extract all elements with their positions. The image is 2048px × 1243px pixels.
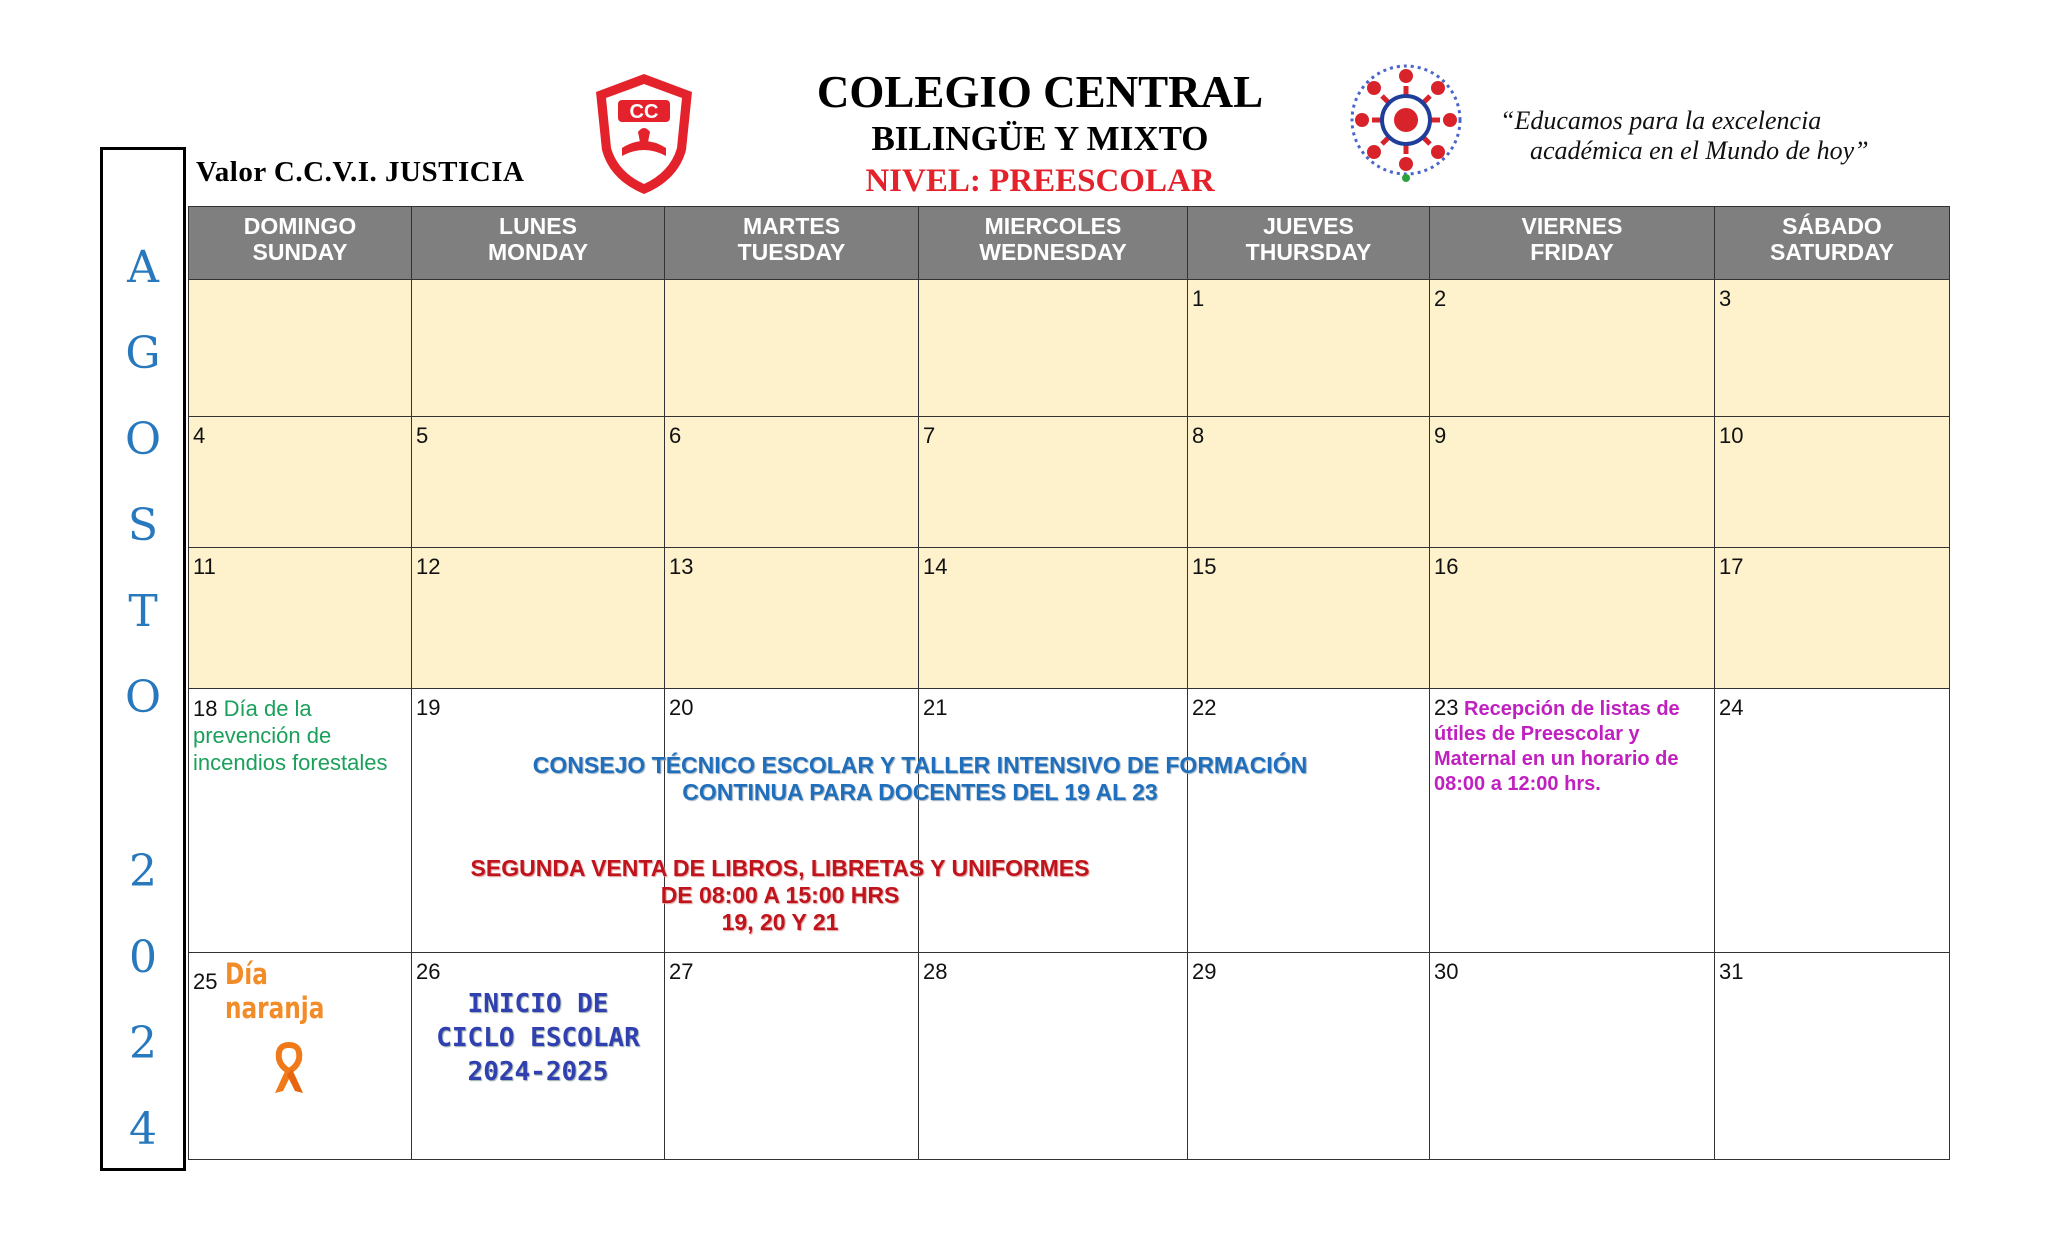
day-number: 6 xyxy=(669,423,682,448)
day-number: 22 xyxy=(1192,695,1217,720)
month-letter: T xyxy=(128,586,158,637)
school-motto xyxy=(1500,106,1960,166)
day-cell xyxy=(1430,280,1715,417)
day-number: 4 xyxy=(193,423,206,448)
day-number: 1 xyxy=(1192,286,1205,311)
year-digit: 2 xyxy=(129,846,157,897)
day-cell xyxy=(188,689,412,953)
month-letter: O xyxy=(124,414,162,465)
day-cell xyxy=(1430,417,1715,548)
day-cell xyxy=(412,953,665,1160)
day-number: 5 xyxy=(416,423,429,448)
day-cell xyxy=(412,417,665,548)
event-consejo-tecnico: CONSEJO TÉCNICO ESCOLAR Y TALLER INTENSIVO DE FORMACIÓN CONTINUA PARA DOCENTES DEL 19 AL 23 xyxy=(532,752,1308,805)
day-number: 8 xyxy=(1192,423,1205,448)
day-number: 3 xyxy=(1719,286,1732,311)
event-dia-naranja: Día naranja xyxy=(225,957,325,1025)
day-number: 13 xyxy=(669,554,694,579)
day-cell xyxy=(1188,953,1430,1160)
day-number: 21 xyxy=(923,695,948,720)
day-cell xyxy=(1188,417,1430,548)
event-school-year-start: INICIO DE CICLO ESCOLAR 2024-2025 xyxy=(436,989,640,1087)
day-cell xyxy=(1188,548,1430,689)
weekday-header: VIERNES FRIDAY xyxy=(1430,206,1715,280)
day-number: 19 xyxy=(416,695,441,720)
school-title-block xyxy=(780,66,1300,202)
day-number: 25 xyxy=(193,969,218,994)
day-cell xyxy=(412,280,665,417)
day-cell xyxy=(1188,280,1430,417)
day-cell xyxy=(919,953,1188,1160)
day-cell xyxy=(665,280,919,417)
day-cell xyxy=(919,548,1188,689)
month-letter: O xyxy=(124,672,162,723)
day-cell xyxy=(665,953,919,1160)
day-cell xyxy=(1430,548,1715,689)
event-segunda-venta: SEGUNDA VENTA DE LIBROS, LIBRETAS Y UNIFORMES DE 08:00 A 15:00 HRS 19, 20 Y 21 xyxy=(470,855,1090,935)
weekday-header: MARTES TUESDAY xyxy=(665,206,919,280)
school-level: NIVEL: PREESCOLAR xyxy=(865,163,1215,199)
day-cell xyxy=(919,417,1188,548)
day-cell xyxy=(188,548,412,689)
day-cell xyxy=(1715,548,1950,689)
day-cell xyxy=(1715,280,1950,417)
weekday-header: LUNES MONDAY xyxy=(412,206,665,280)
day-cell xyxy=(1715,689,1950,953)
day-number: 27 xyxy=(669,959,694,984)
year-digit: 0 xyxy=(129,932,157,983)
weekday-header: SÁBADO SATURDAY xyxy=(1715,206,1950,280)
day-cell xyxy=(919,280,1188,417)
day-number: 12 xyxy=(416,554,441,579)
svg-text:CC: CC xyxy=(629,101,659,123)
month-vertical-label xyxy=(100,147,186,1171)
day-cell xyxy=(412,548,665,689)
day-number: 17 xyxy=(1719,554,1744,579)
week-row xyxy=(188,280,1950,417)
school-shield-logo xyxy=(588,70,700,198)
month-letter: G xyxy=(125,328,161,379)
day-number: 31 xyxy=(1719,959,1744,984)
week-row xyxy=(188,417,1950,548)
weekday-header: MIERCOLES WEDNESDAY xyxy=(919,206,1188,280)
gear-seal-logo xyxy=(1338,56,1474,184)
orange-ribbon-icon xyxy=(269,1041,309,1097)
day-number: 11 xyxy=(193,554,216,579)
motto-line-2: académica en el Mundo de hoy” xyxy=(1530,136,1869,165)
day-number: 18 xyxy=(193,696,218,721)
day-number: 30 xyxy=(1434,959,1459,984)
month-letter: S xyxy=(127,500,159,551)
day-number: 14 xyxy=(923,554,948,579)
year-digit: 4 xyxy=(129,1104,157,1155)
day-number: 16 xyxy=(1434,554,1459,579)
day-number: 7 xyxy=(923,423,936,448)
day-number: 2 xyxy=(1434,286,1447,311)
day-cell xyxy=(1430,953,1715,1160)
day-number: 15 xyxy=(1192,554,1217,579)
school-name: COLEGIO CENTRAL xyxy=(816,67,1264,117)
year-digit: 2 xyxy=(129,1018,157,1069)
event-forest-fire-day: 18 Día de la prevención de incendios forestales xyxy=(193,696,388,775)
weekday-header: JUEVES THURSDAY xyxy=(1188,206,1430,280)
weekday-header-row xyxy=(188,206,1950,280)
day-number: 10 xyxy=(1719,423,1744,448)
day-cell xyxy=(188,417,412,548)
school-subtitle: BILINGÜE Y MIXTO xyxy=(871,119,1209,158)
week-row xyxy=(188,953,1950,1160)
day-cell xyxy=(665,417,919,548)
day-cell xyxy=(665,548,919,689)
day-cell xyxy=(1430,689,1715,953)
day-number: 20 xyxy=(669,695,694,720)
week-row xyxy=(188,548,1950,689)
day-number: 23 xyxy=(1434,695,1459,720)
day-number: 29 xyxy=(1192,959,1217,984)
day-cell xyxy=(1188,689,1430,953)
calendar-grid xyxy=(188,206,1950,1160)
weekday-header: DOMINGO SUNDAY xyxy=(188,206,412,280)
event-supply-lists: 23 Recepción de listas de útiles de Preescolar y Maternal en un horario de 08:00 a 12:00 hrs. xyxy=(1434,695,1680,795)
day-number: 28 xyxy=(923,959,948,984)
day-cell xyxy=(1715,417,1950,548)
day-number: 24 xyxy=(1719,695,1744,720)
day-cell xyxy=(188,280,412,417)
month-letter: A xyxy=(127,242,159,293)
day-cell xyxy=(1715,953,1950,1160)
valor-label: Valor C.C.V.I. JUSTICIA xyxy=(196,156,525,188)
day-cell xyxy=(188,953,412,1160)
motto-line-1: “Educamos para la excelencia xyxy=(1500,106,1822,135)
day-number: 9 xyxy=(1434,423,1447,448)
day-number: 26 xyxy=(416,959,441,984)
